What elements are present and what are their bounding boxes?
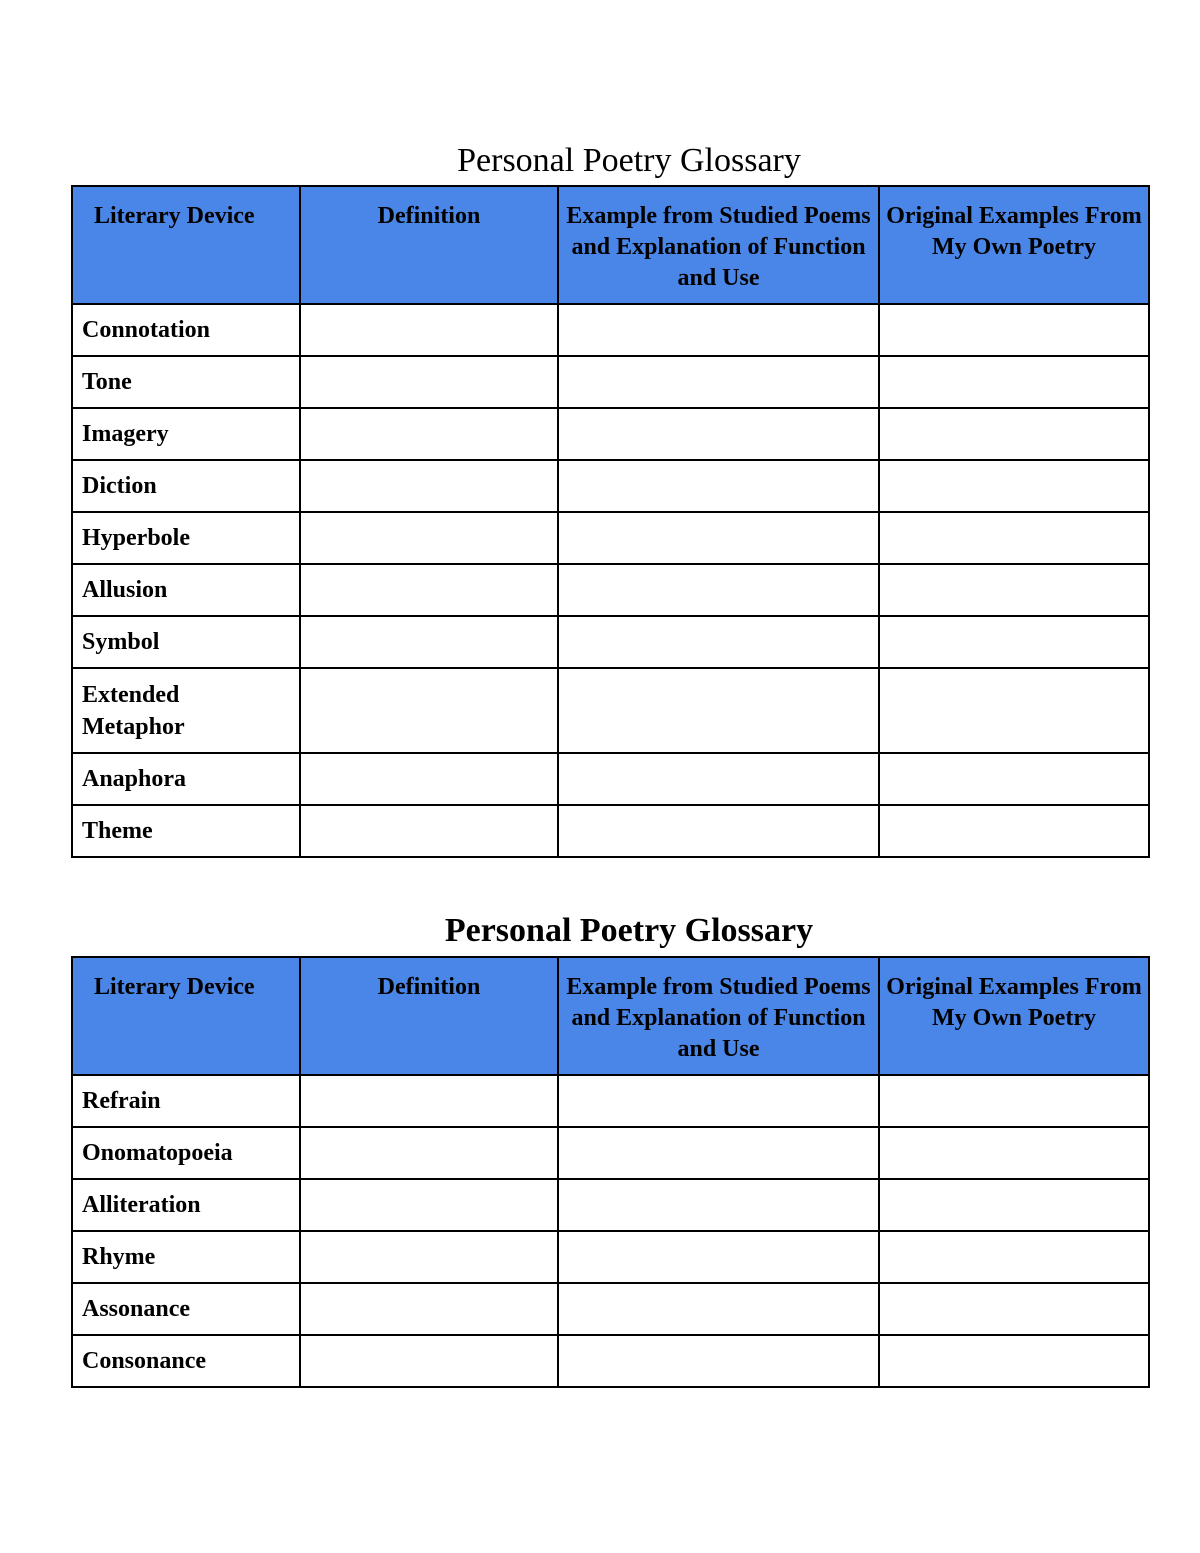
table-row [72, 356, 1149, 408]
glossary-title-1: Personal Poetry Glossary [457, 142, 801, 179]
header-row [72, 957, 1149, 1075]
table-row [72, 564, 1149, 616]
literary-device-cell: Theme [72, 805, 300, 857]
header-original: Original Examples From My Own Poetry [879, 186, 1149, 304]
literary-device-cell: Rhyme [72, 1231, 300, 1283]
table-row [72, 1127, 1149, 1179]
table-row [72, 408, 1149, 460]
definition-cell[interactable] [300, 616, 558, 668]
example-cell[interactable] [558, 1179, 879, 1231]
header-literary-device: Literary Device [72, 957, 300, 1075]
table-row [72, 512, 1149, 564]
header-example: Example from Studied Poems and Explanation of Function and Use [558, 957, 879, 1075]
definition-cell[interactable] [300, 1127, 558, 1179]
literary-device-cell: Tone [72, 356, 300, 408]
example-cell[interactable] [558, 1231, 879, 1283]
example-cell[interactable] [558, 1283, 879, 1335]
original-example-cell[interactable] [879, 753, 1149, 805]
definition-cell[interactable] [300, 1335, 558, 1387]
original-example-cell[interactable] [879, 805, 1149, 857]
header-original: Original Examples From My Own Poetry [879, 957, 1149, 1075]
glossary-title-2: Personal Poetry Glossary [444, 912, 814, 949]
literary-device-cell: Anaphora [72, 753, 300, 805]
definition-cell[interactable] [300, 753, 558, 805]
header-example: Example from Studied Poems and Explanation of Function and Use [558, 186, 879, 304]
example-cell[interactable] [558, 460, 879, 512]
example-cell[interactable] [558, 805, 879, 857]
original-example-cell[interactable] [879, 1283, 1149, 1335]
table-row [72, 1231, 1149, 1283]
definition-cell[interactable] [300, 356, 558, 408]
example-cell[interactable] [558, 616, 879, 668]
example-cell[interactable] [558, 356, 879, 408]
table-row [72, 805, 1149, 857]
example-cell[interactable] [558, 1075, 879, 1127]
table-row [72, 616, 1149, 668]
literary-device-cell: Assonance [72, 1283, 300, 1335]
literary-device-cell: Imagery [72, 408, 300, 460]
definition-cell[interactable] [300, 304, 558, 356]
original-example-cell[interactable] [879, 1231, 1149, 1283]
literary-device-cell: Allusion [72, 564, 300, 616]
definition-cell[interactable] [300, 408, 558, 460]
table-row [72, 1179, 1149, 1231]
definition-cell[interactable] [300, 1231, 558, 1283]
definition-cell[interactable] [300, 1283, 558, 1335]
definition-cell[interactable] [300, 1179, 558, 1231]
header-definition: Definition [300, 186, 558, 304]
header-definition: Definition [300, 957, 558, 1075]
example-cell[interactable] [558, 564, 879, 616]
definition-cell[interactable] [300, 460, 558, 512]
table-row [72, 1075, 1149, 1127]
definition-cell[interactable] [300, 512, 558, 564]
literary-device-cell: Connotation [72, 304, 300, 356]
original-example-cell[interactable] [879, 668, 1149, 753]
example-cell[interactable] [558, 512, 879, 564]
header-literary-device: Literary Device [72, 186, 300, 304]
original-example-cell[interactable] [879, 616, 1149, 668]
glossary-table-1 [71, 185, 1150, 858]
example-cell[interactable] [558, 1127, 879, 1179]
original-example-cell[interactable] [879, 1335, 1149, 1387]
literary-device-cell: Consonance [72, 1335, 300, 1387]
literary-device-cell: Alliteration [72, 1179, 300, 1231]
definition-cell[interactable] [300, 805, 558, 857]
table-row [72, 304, 1149, 356]
example-cell[interactable] [558, 753, 879, 805]
original-example-cell[interactable] [879, 408, 1149, 460]
original-example-cell[interactable] [879, 1075, 1149, 1127]
literary-device-cell: Diction [72, 460, 300, 512]
literary-device-cell: Hyperbole [72, 512, 300, 564]
table-row [72, 460, 1149, 512]
definition-cell[interactable] [300, 564, 558, 616]
original-example-cell[interactable] [879, 356, 1149, 408]
original-example-cell[interactable] [879, 1179, 1149, 1231]
original-example-cell[interactable] [879, 460, 1149, 512]
example-cell[interactable] [558, 1335, 879, 1387]
example-cell[interactable] [558, 408, 879, 460]
literary-device-cell: Extended Metaphor [72, 668, 300, 753]
example-cell[interactable] [558, 304, 879, 356]
literary-device-cell: Onomatopoeia [72, 1127, 300, 1179]
original-example-cell[interactable] [879, 512, 1149, 564]
table-row [72, 753, 1149, 805]
literary-device-cell: Refrain [72, 1075, 300, 1127]
table-row [72, 668, 1149, 753]
glossary-table-2 [71, 956, 1150, 1388]
original-example-cell[interactable] [879, 564, 1149, 616]
original-example-cell[interactable] [879, 1127, 1149, 1179]
header-row [72, 186, 1149, 304]
literary-device-cell: Symbol [72, 616, 300, 668]
definition-cell[interactable] [300, 1075, 558, 1127]
original-example-cell[interactable] [879, 304, 1149, 356]
example-cell[interactable] [558, 668, 879, 753]
definition-cell[interactable] [300, 668, 558, 753]
table-row [72, 1335, 1149, 1387]
table-row [72, 1283, 1149, 1335]
